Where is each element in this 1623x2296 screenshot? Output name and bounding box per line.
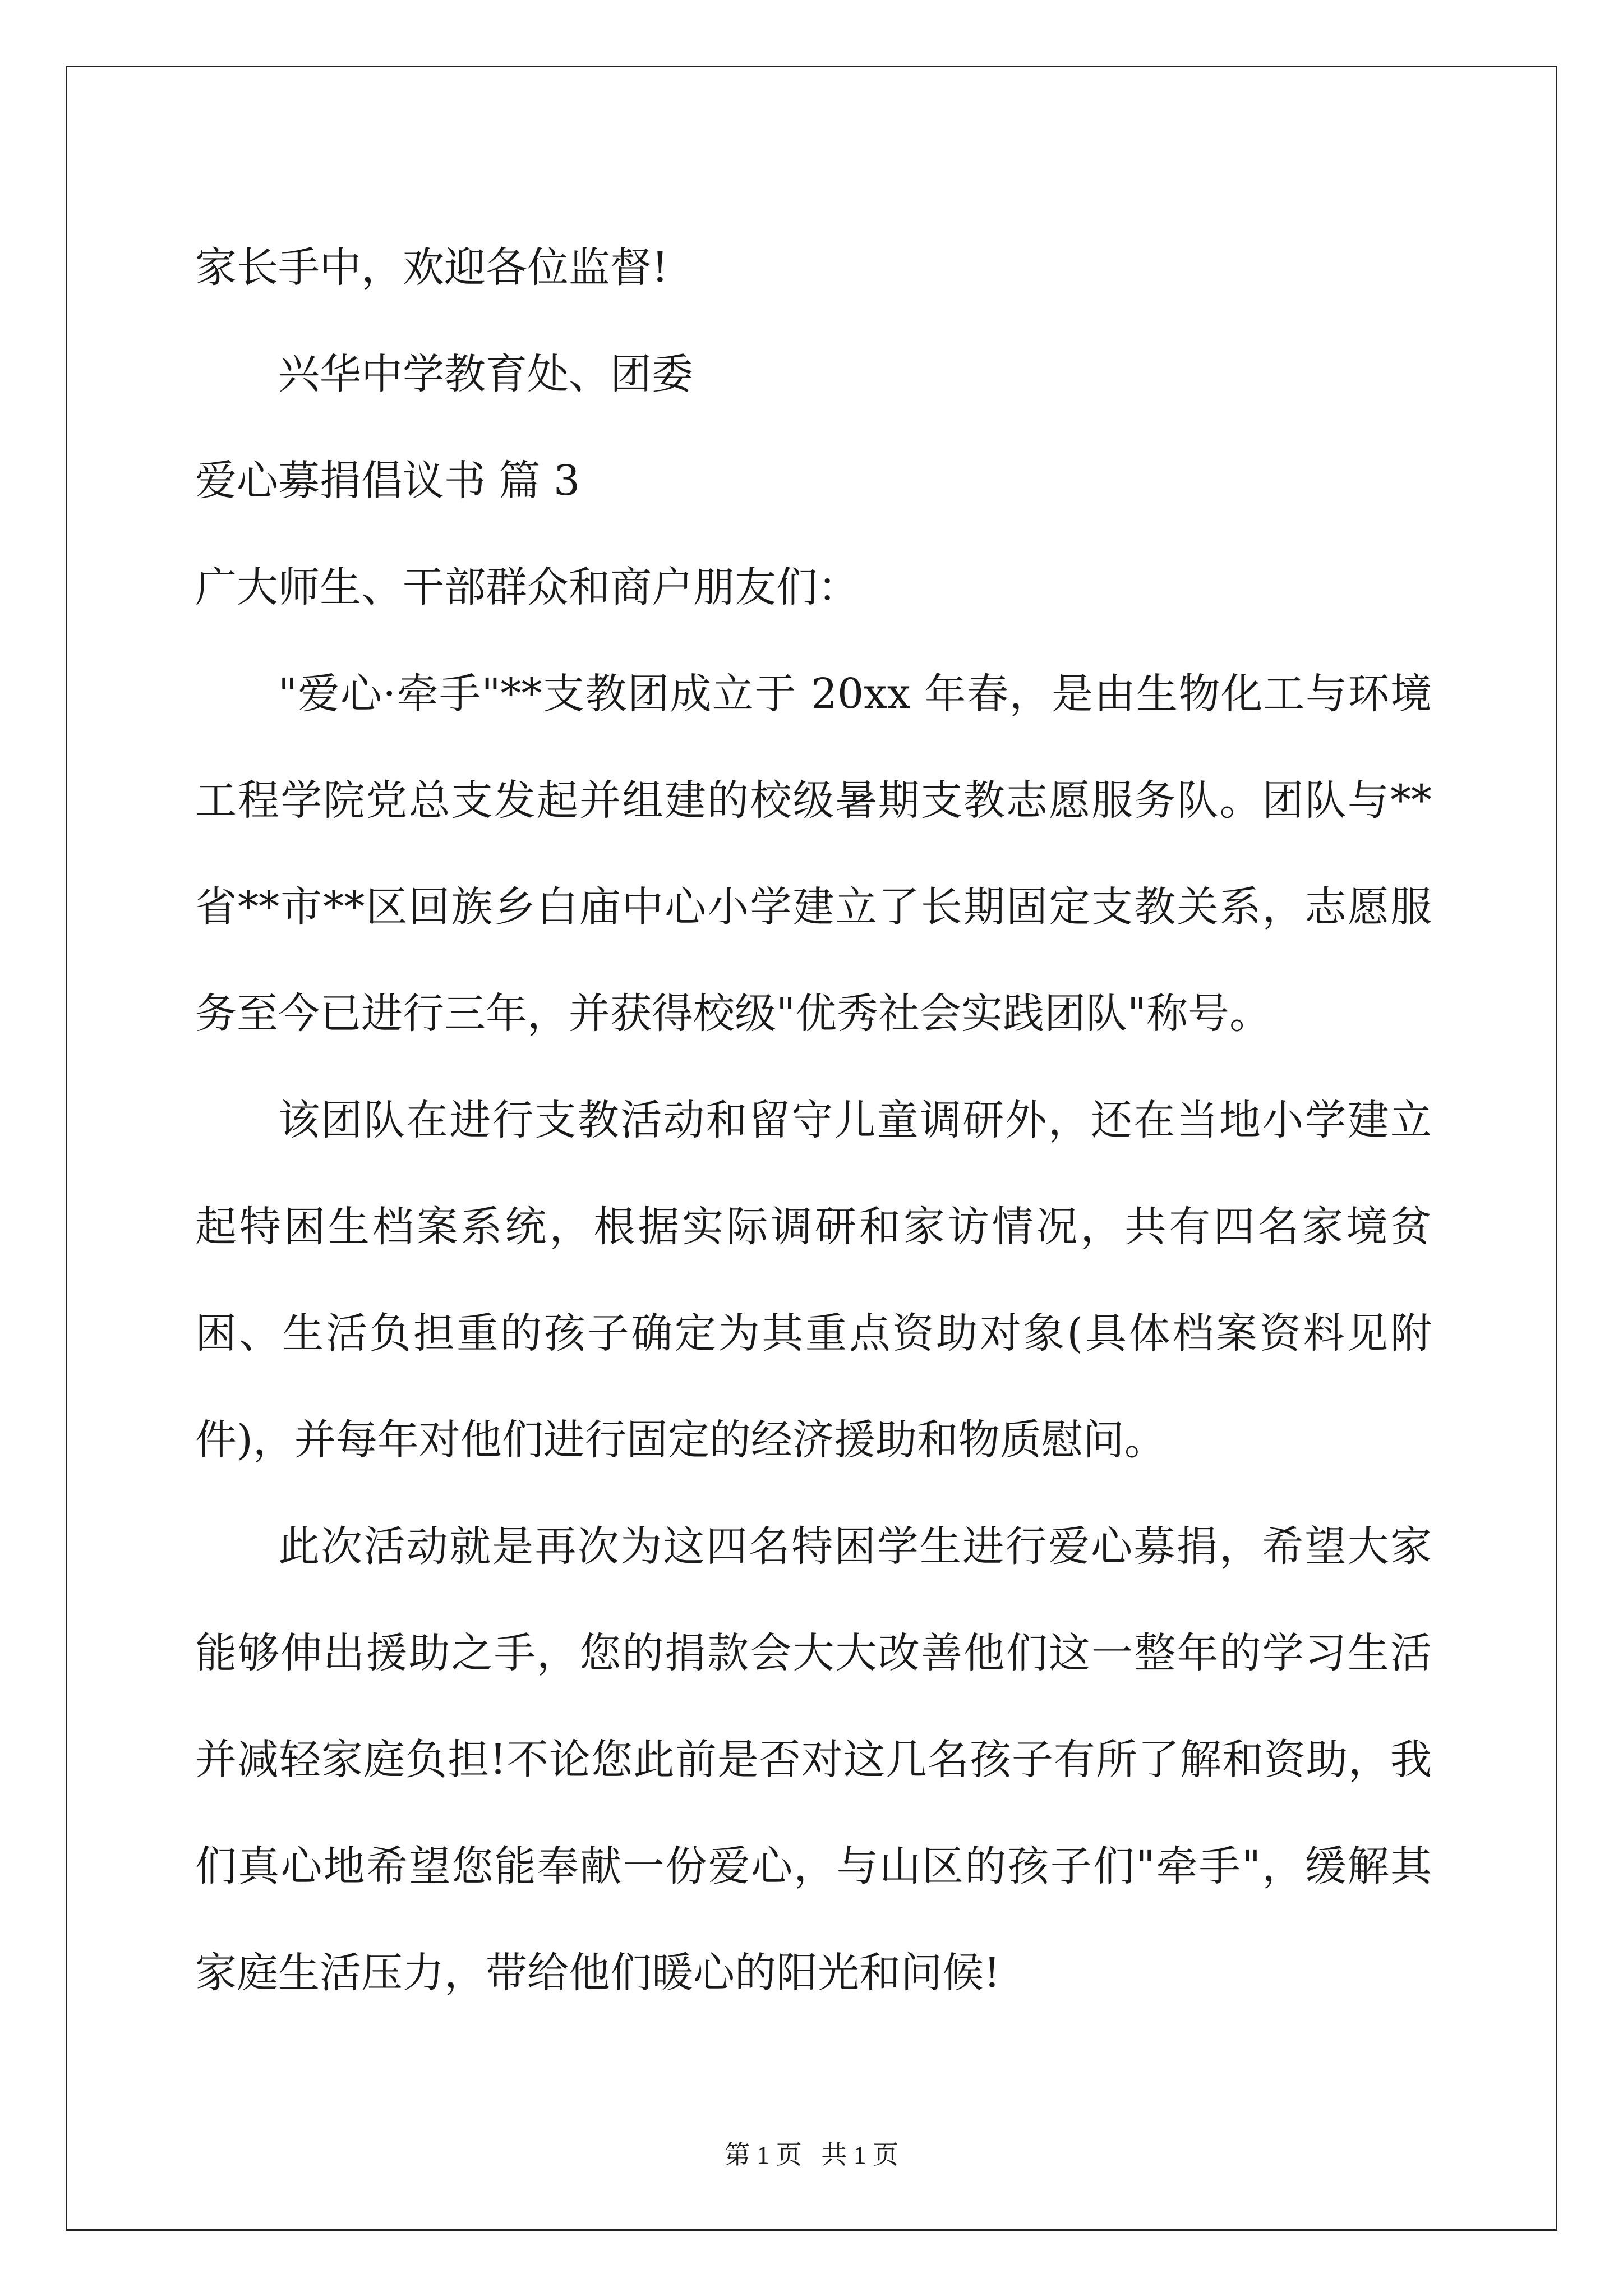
closing-line: 家长手中，欢迎各位监督!: [195, 243, 668, 292]
page-number-footer: 第 1 页 共 1 页: [724, 2141, 899, 2169]
section-title: 爱心募捐倡议书 篇 3: [195, 457, 580, 505]
document-body: [195, 214, 1432, 2026]
paragraph-aid-targets: 该团队在进行支教活动和留守儿童调研外，还在当地小学建立起特困生档案系统，根据实际调研和家访情况，共有四名家境贫困、生活负担重的孩子确定为其重点资助对象(具体档案资料见附件)，并每年对他们进行固定的经济援助和物质慰问。: [195, 1096, 1432, 1464]
paragraph-appeal: 此次活动就是再次为这四名特困学生进行爱心募捐，希望大家能够伸出援助之手，您的捐款会大大改善他们这一整年的学习生活并减轻家庭负担!不论您此前是否对这几名孩子有所了解和资助，我们真心地希望您能奉献一份爱心，与山区的孩子们"牵手"，缓解其家庭生活压力，带给他们暖心的阳光和问候!: [195, 1522, 1432, 1997]
paragraph-team-intro: "爱心·牵手"**支教团成立于 20xx 年春，是由生物化工与环境工程学院党总支发起并组建的校级暑期支教志愿服务队。团队与**省**市**区回族乡白庙中心小学建立了长期固定支教关系，志愿服务至今已进行三年，并获得校级"优秀社会实践团队"称号。: [195, 670, 1432, 1038]
signature: 兴华中学教育处、团委: [278, 350, 693, 398]
salutation: 广大师生、干部群众和商户朋友们：: [195, 563, 859, 611]
